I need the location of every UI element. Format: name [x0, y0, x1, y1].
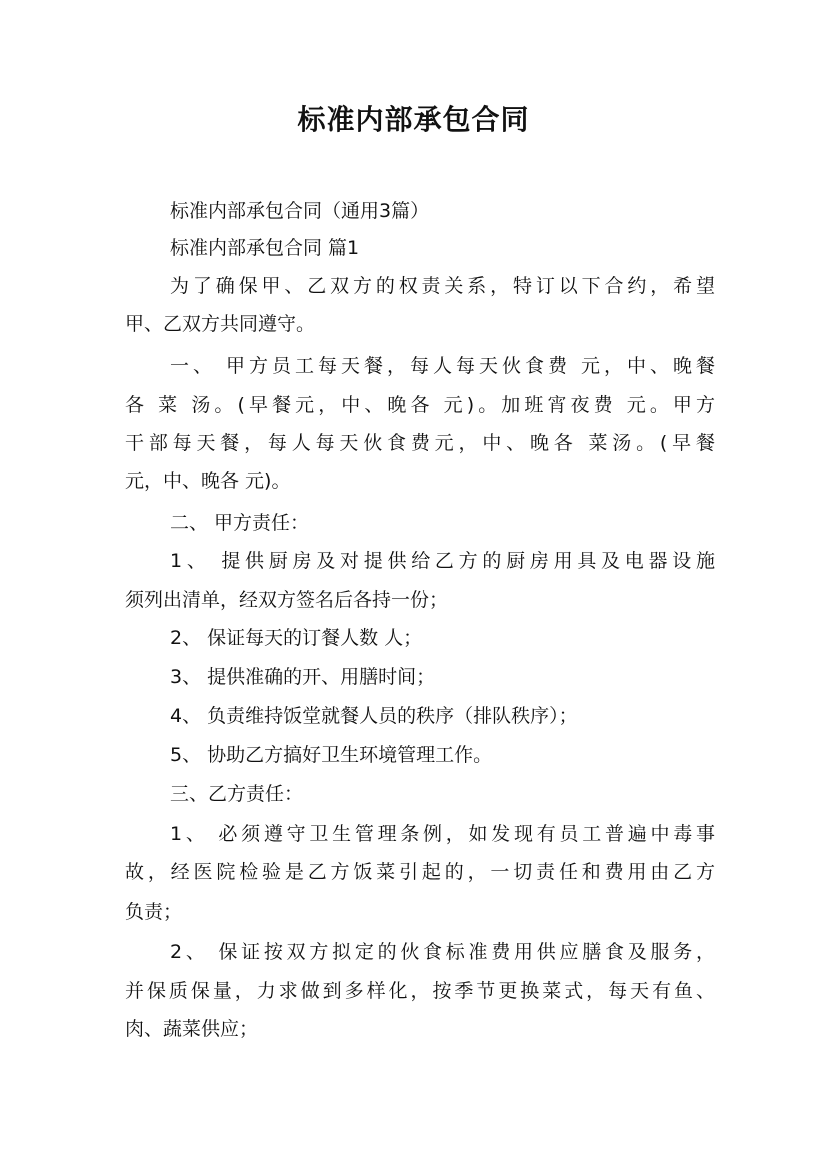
paragraph-line: 3、 提供准确的开、用膳时间； [170, 666, 436, 688]
paragraph-line: 二、 甲方责任： [170, 512, 310, 534]
paragraph-line: 故，经医院检验是乙方饭菜引起的，一切责任和费用由乙方 [125, 861, 715, 883]
paragraph-line: 1、 必须遵守卫生管理条例，如发现有员工普遍中毒事 [170, 823, 715, 845]
paragraph-line: 2、 保证每天的订餐人数 人； [170, 627, 423, 649]
paragraph-line: 1、 提供厨房及对提供给乙方的厨房用具及电器设施 [170, 550, 715, 572]
document-title: 标准内部承包合同 [297, 103, 530, 136]
paragraph-line: 元，中、晚各 元)。 [125, 470, 291, 492]
paragraph-line: 须列出清单，经双方签名后各持一份； [125, 589, 449, 611]
paragraph-line: 甲、乙双方共同遵守。 [125, 313, 316, 335]
paragraph-line: 各 菜 汤。(早餐元，中、晚各 元)。加班宵夜费 元。甲方 [125, 394, 715, 416]
paragraph-line: 并保质保量，力求做到多样化，按季节更换菜式，每天有鱼、 [125, 980, 715, 1002]
paragraph-line: 干部每天餐，每人每天伙食费元，中、晚各 菜汤。(早餐 [125, 432, 715, 454]
paragraph-line: 2、 保证按双方拟定的伙食标准费用供应膳食及服务， [170, 941, 715, 963]
paragraph-line: 为了确保甲、乙双方的权责关系，特订以下合约，希望 [170, 275, 715, 297]
paragraph-line: 三、乙方责任： [170, 783, 304, 805]
paragraph-line: 一、 甲方员工每天餐，每人每天伙食费 元，中、晚餐 [170, 355, 715, 377]
paragraph-line: 肉、蔬菜供应； [125, 1018, 259, 1040]
paragraph-line: 4、 负责维持饭堂就餐人员的秩序（排队秩序）； [170, 705, 578, 727]
doc-subtitle: 标准内部承包合同（通用3篇） [170, 200, 430, 222]
section-heading: 标准内部承包合同 篇1 [170, 237, 360, 259]
paragraph-line: 5、 协助乙方搞好卫生环境管理工作。 [170, 744, 493, 766]
paragraph-line: 负责； [125, 901, 183, 923]
